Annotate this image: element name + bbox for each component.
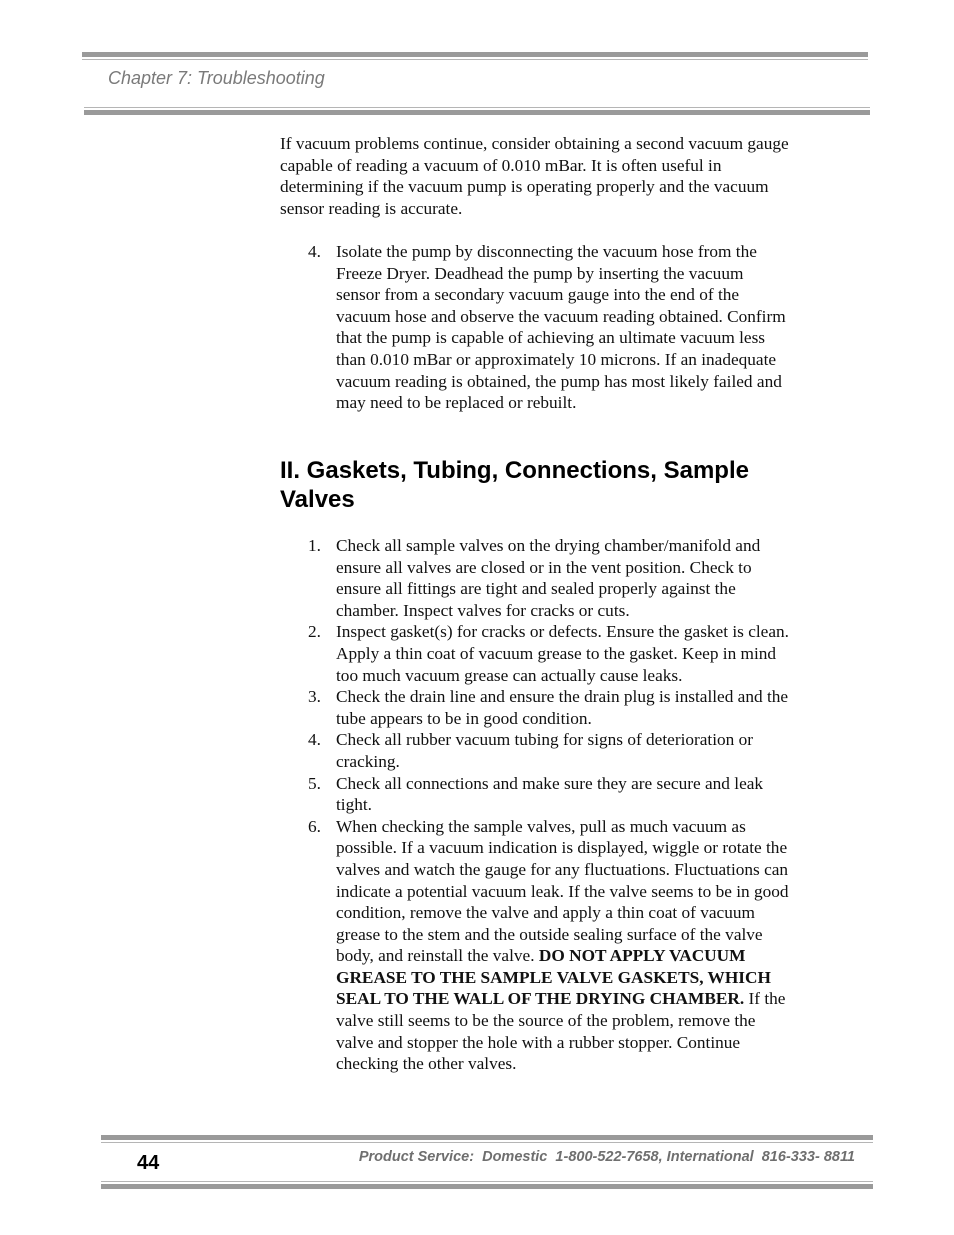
chapter-title: Chapter 7: Troubleshooting — [108, 68, 325, 88]
list-item-number: 3. — [308, 687, 321, 707]
header-top-rule — [82, 52, 868, 60]
list-item-number: 6. — [308, 816, 321, 836]
list-item-text: Check the drain line and ensure the drain plug is installed and the tube appears to be in good condition. — [336, 687, 789, 728]
list-item — [280, 686, 790, 729]
list-item-text: Check all sample valves on the drying chamber/manifold and ensure all valves are closed or in the vent position. Check to ensure all fittings are tight and sealed properly against the chamber. Inspect valves for cracks or cuts. — [336, 536, 761, 620]
list-item-text: Isolate the pump by disconnecting the vacuum hose from the Freeze Dryer. Deadhead the pump by inserting the vacuum sensor from a secondary vacuum gauge into the end of the vacuum hose and observe the vacuum reading obtained. Confirm that the pump is capable of achieving an ultimate vacuum less than 0.010 mBar or approximately 10 microns. If an inadequate vacuum reading is obtained, the pump has most likely failed and may need to be replaced or rebuilt. — [336, 242, 786, 413]
footer-bottom-rule — [101, 1181, 873, 1189]
list-item-number: 4. — [308, 730, 321, 750]
section-heading: II. Gaskets, Tubing, Connections, Sample Valves — [280, 457, 749, 513]
warning-text: DO NOT APPLY VACUUM GREASE TO THE SAMPLE VALVE GASKETS, WHICH SEAL TO THE WALL OF THE DRYING CHAMBER. — [336, 946, 771, 1009]
list-item-text: Inspect gasket(s) for cracks or defects. Ensure the gasket is clean. Apply a thin coat of vacuum grease to the gasket. Keep in mind too much vacuum grease can actually cause leaks. — [336, 622, 789, 685]
list-item — [280, 816, 790, 1075]
list-item — [280, 241, 790, 414]
intro-paragraph: If vacuum problems continue, consider obtaining a second vacuum gauge capable of reading a vacuum of 0.010 mBar. It is often useful in determining if the vacuum pump is operating properly and the vacuum sensor reading is accurate. — [280, 134, 789, 218]
page-number: 44 — [137, 1152, 160, 1174]
list-item — [280, 773, 790, 816]
list-item-text: When checking the sample valves, pull as much vacuum as possible. If a vacuum indication is displayed, wiggle or rotate the valves and watch the gauge for any fluctuations. Fluctuations can indicate a potential vacuum leak. If the valve seems to be in good condition, remove the valve and apply a thin coat of vacuum grease to the stem and the outside sealing surface of the valve body, and reinstall the valve. — [336, 816, 789, 966]
list-item-number: 2. — [308, 622, 321, 642]
gasket-steps-list — [280, 535, 790, 1075]
list-item-number: 4. — [308, 242, 321, 261]
list-item — [280, 535, 790, 621]
list-item-text: Check all rubber vacuum tubing for signs of deterioration or cracking. — [336, 730, 754, 771]
list-item-text: Check all connections and make sure they are secure and leak tight. — [336, 773, 764, 815]
vacuum-steps-list — [280, 241, 790, 414]
list-item — [280, 621, 790, 686]
header-bottom-rule — [84, 107, 870, 115]
list-item-number: 5. — [308, 773, 321, 793]
product-service-contact: Product Service: Domestic 1-800-522-7658, International 816-333- 8811 — [358, 1149, 855, 1165]
list-item — [280, 729, 790, 772]
footer-top-rule — [101, 1135, 873, 1143]
list-item-text-continued: If the valve still seems to be the source of the problem, remove the valve and stopper the hole with a rubber stopper. Continue checking the other valves. — [336, 989, 786, 1074]
list-item-number: 1. — [308, 536, 321, 555]
